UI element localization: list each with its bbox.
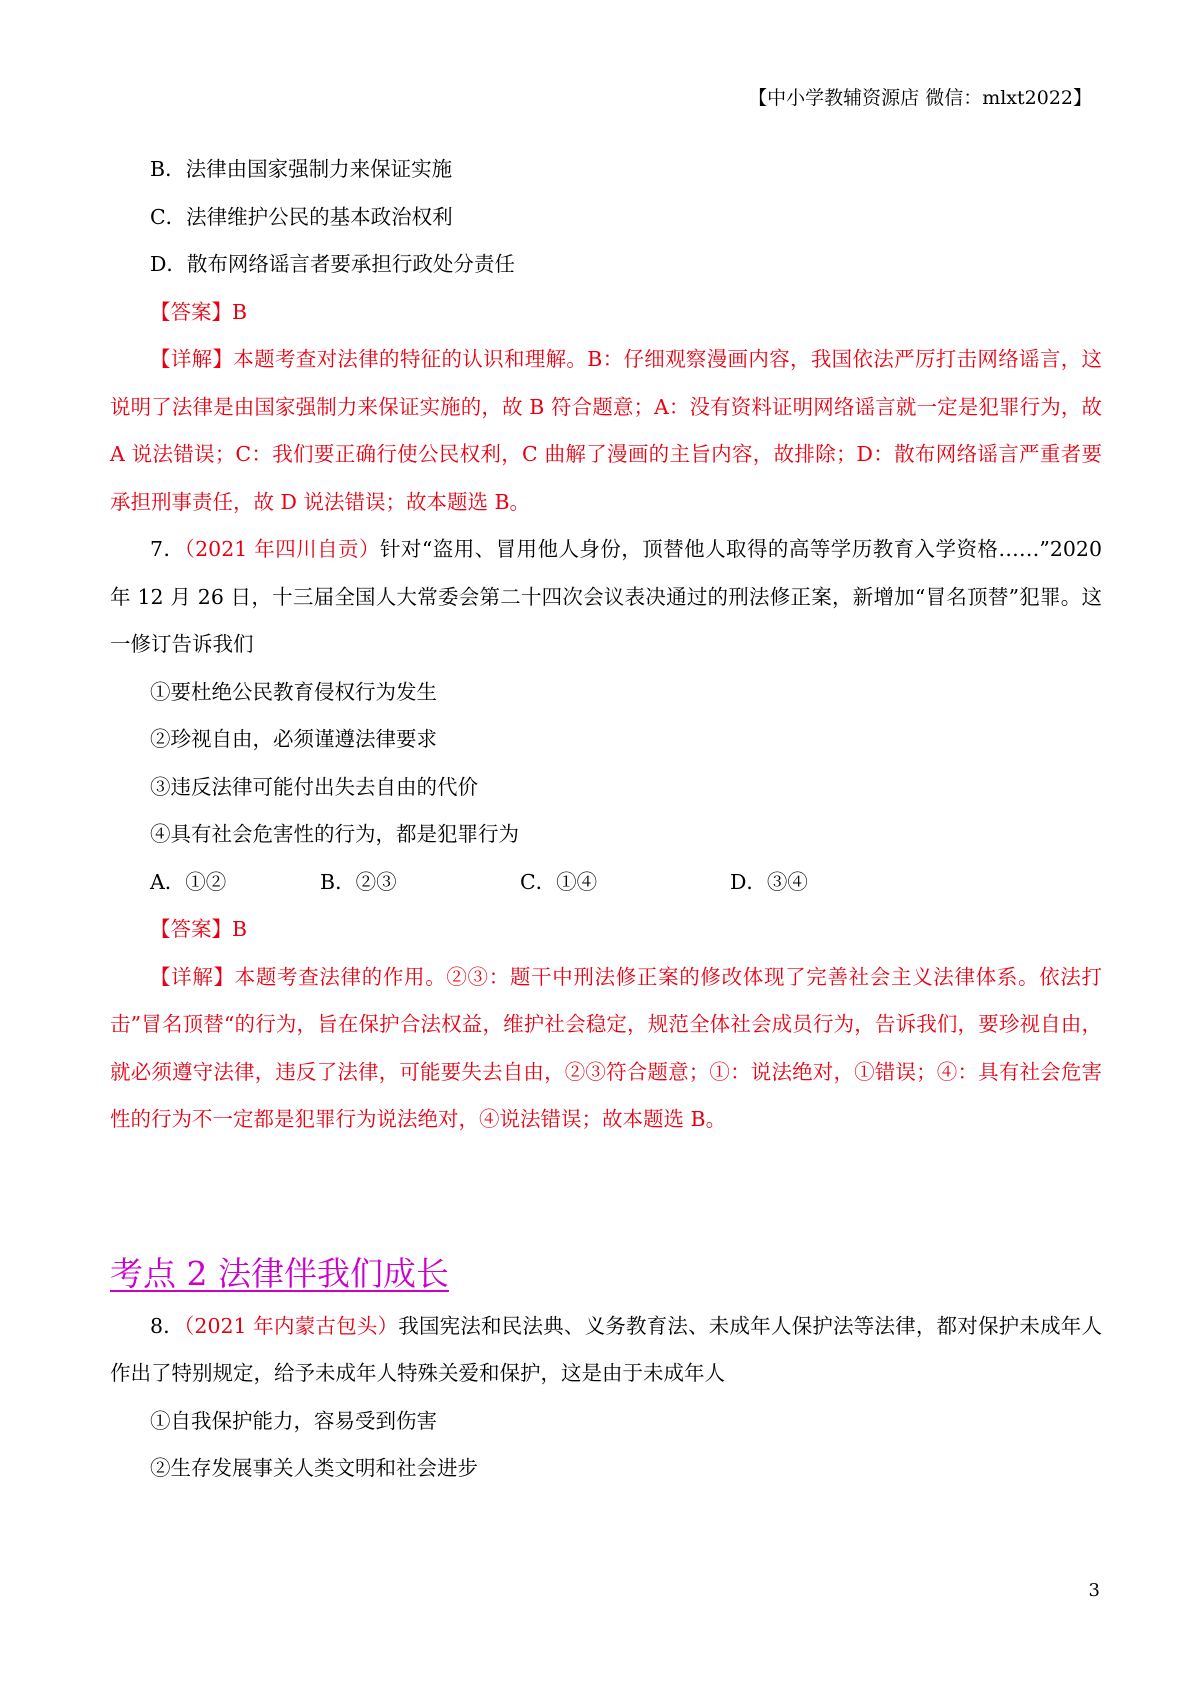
section-title: 考点 2 法律伴我们成长 [110, 1253, 449, 1293]
question-text: 针对“盗用、冒用他人身份，顶替他人取得的高等学历教育入学资格……”2020 年 12 月 26 日，十三届全国人大常委会第二十四次会议表决通过的刑法修正案，新增加“冒名顶替”犯罪。这一修订告诉我们 [110, 537, 1102, 656]
answer-value: B [232, 299, 248, 324]
q8-stem [110, 1303, 1102, 1398]
document-body [110, 146, 1102, 1493]
question-number: 8． [150, 1313, 184, 1338]
option-b: B．②③ [320, 869, 397, 894]
answer-label: 【答案】 [150, 299, 232, 324]
answer-label: 【答案】 [150, 917, 232, 941]
explanation-text: 本题考查法律的作用。②③：题干中刑法修正案的修改体现了完善社会主义法律体系。依法打击”冒名顶替“的行为，旨在保护合法权益，维护社会稳定，规范全体社会成员行为，告诉我们，要珍视自由，就必须遵守法律，违反了法律，可能要失去自由，②③符合题意；①：说法绝对，①错误；④：具有社会危害性的行为不一定都是犯罪行为说法绝对，④说法错误；故本题选 B。 [110, 964, 1103, 1131]
q6-option-b: B．法律由国家强制力来保证实施 [150, 157, 453, 181]
answer-value: B [232, 917, 248, 941]
q6-explanation [110, 336, 1102, 526]
option-a: A．①② [150, 869, 227, 894]
q6-option-d: D．散布网络谣言者要承担行政处分责任 [150, 252, 515, 276]
q7-answer [110, 906, 1102, 954]
question-text: 我国宪法和民法典、义务教育法、未成年人保护法等法律，都对保护未成年人作出了特别规定，给予未成年人特殊关爱和保护，这是由于未成年人 [110, 1313, 1102, 1385]
q7-options [110, 859, 1102, 907]
q7-explanation [110, 954, 1102, 1144]
page-number: 3 [1088, 1580, 1100, 1601]
q6-option-c: C．法律维护公民的基本政治权利 [150, 204, 453, 229]
q7-item-3: ③违反法律可能付出失去自由的代价 [150, 774, 478, 799]
q8-item-2: ②生存发展事关人类文明和社会进步 [150, 1456, 478, 1480]
explanation-text: 本题考查对法律的特征的认识和理解。B：仔细观察漫画内容，我国依法严厉打击网络谣言，这说明了法律是由国家强制力来保证实施的，故 B 符合题意；A：没有资料证明网络谣言就一定是犯罪行为，故 A 说法错误；C：我们要正确行使公民权利，C 曲解了漫画的主旨内容，故排除；D：散布网络谣言严重者要承担刑事责任，故 D 说法错误；故本题选 B。 [110, 347, 1103, 514]
option-d: D．③④ [730, 869, 808, 894]
explanation-label: 【详解】 [150, 347, 234, 371]
q6-answer [110, 289, 1102, 337]
q8-item-1: ①自我保护能力，容易受到伤害 [150, 1408, 437, 1433]
q7-item-4: ④具有社会危害性的行为，都是犯罪行为 [150, 822, 519, 846]
spacer [110, 1144, 1102, 1239]
page-header: 【中小学教辅资源店 微信：mlxt2022】 [748, 87, 1092, 109]
q7-item-2: ②珍视自由，必须谨遵法律要求 [150, 727, 437, 751]
option-c: C．①④ [520, 869, 598, 894]
question-source: （2021 年内蒙古包头） [183, 1313, 399, 1338]
question-number: 7． [150, 537, 185, 561]
q7-stem [110, 526, 1102, 669]
question-source: （2021 年四川自贡） [184, 537, 380, 561]
q7-item-1: ①要杜绝公民教育侵权行为发生 [150, 679, 437, 704]
explanation-label: 【详解】 [150, 964, 235, 989]
